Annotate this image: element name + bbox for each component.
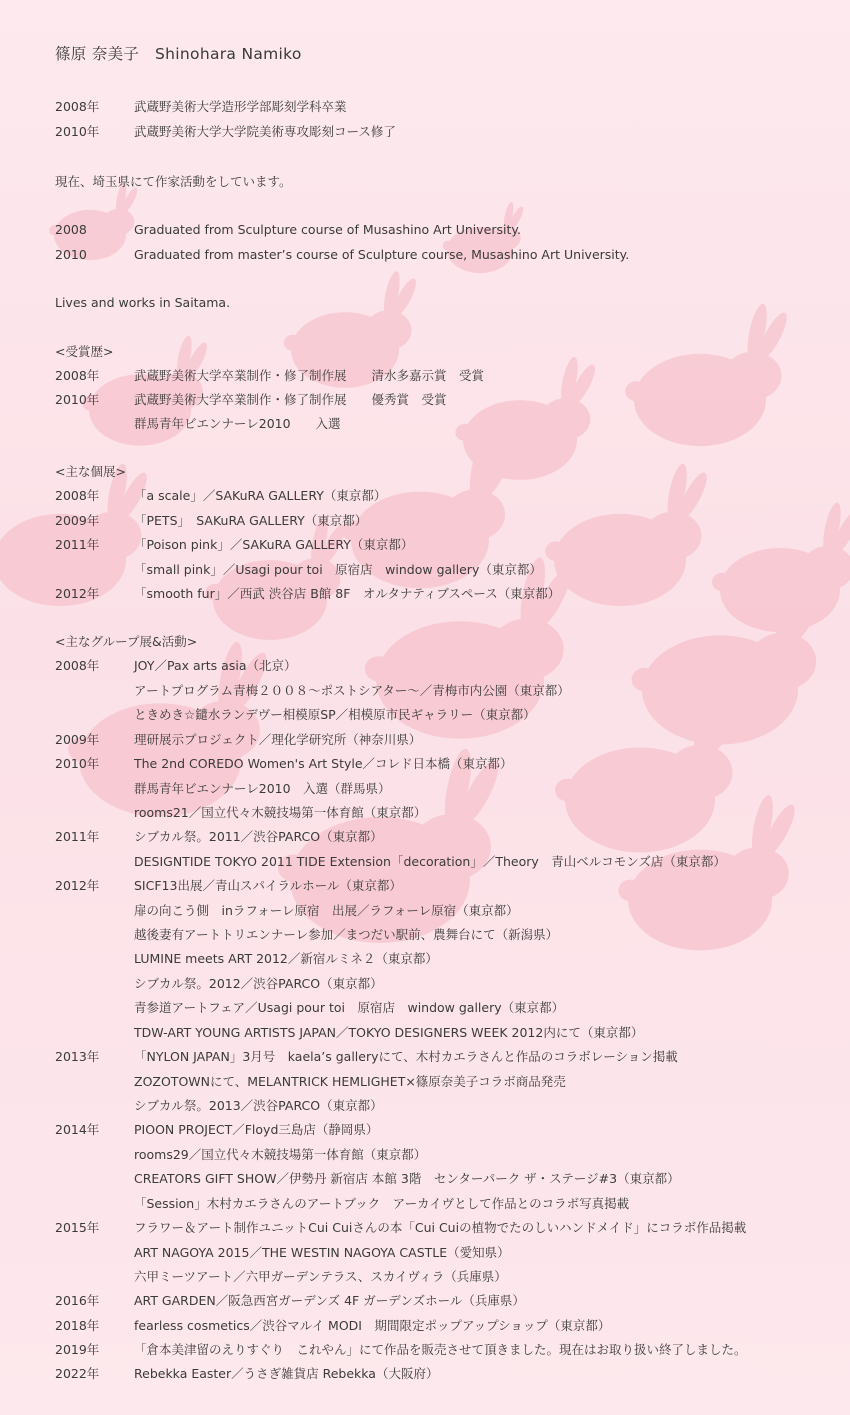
- group-year: 2009年: [55, 732, 100, 747]
- group-entry: ときめき☆鑓水ランデヴー相模原SP／相模原市民ギャラリー（東京都）: [134, 707, 536, 722]
- group-year: 2013年: [55, 1049, 100, 1064]
- group-entry: 越後妻有アートトリエンナーレ参加／まつだい駅前、農舞台にて（新潟県）: [134, 927, 559, 942]
- group-entry: TDW-ART YOUNG ARTISTS JAPAN／TOKYO DESIGNERS WEEK 2012内にて（東京都）: [134, 1025, 644, 1040]
- education-ja-year-1: 2008年: [55, 99, 100, 114]
- group-year: 2014年: [55, 1122, 100, 1137]
- group-entry: rooms21／国立代々木競技場第一体育館（東京都）: [134, 805, 427, 820]
- awards-heading: <受賞歴>: [55, 344, 114, 359]
- group-entry: 扉の向こう側 inラフォーレ原宿 出展／ラフォーレ原宿（東京都）: [134, 903, 519, 918]
- awards-entry: 武蔵野美術大学卒業制作・修了制作展 優秀賞 受賞: [134, 392, 447, 407]
- artist-name: [55, 44, 302, 64]
- group-year: 2008年: [55, 658, 100, 673]
- group-entry: ART NAGOYA 2015／THE WESTIN NAGOYA CASTLE（愛知県）: [134, 1245, 510, 1260]
- group-entry: rooms29／国立代々木競技場第一体育館（東京都）: [134, 1147, 427, 1162]
- awards-year: 2008年: [55, 368, 100, 383]
- group-entry: The 2nd COREDO Women's Art Style／コレド日本橋（東京都）: [134, 756, 513, 771]
- group-year: 2015年: [55, 1220, 100, 1235]
- education-ja-text-2: 武蔵野美術大学大学院美術専攻彫刻コース修了: [134, 124, 396, 139]
- group-entry: Rebekka Easter／うさぎ雑貨店 Rebekka（大阪府）: [134, 1366, 439, 1381]
- group-entry: 「倉本美津留のえりすぐり これやん」にて作品を販売させて頂きました。現在はお取り扱い終了しました。: [134, 1342, 747, 1357]
- group-entry: シブカル祭。2013／渋谷PARCO（東京都）: [134, 1098, 383, 1113]
- residence-en: Lives and works in Saitama.: [55, 295, 231, 310]
- group-entry: ART GARDEN／阪急西宮ガーデンズ 4F ガーデンズホール（兵庫県）: [134, 1293, 525, 1308]
- group-entry: ZOZOTOWNにて、MELANTRICK HEMLIGHET×篠原奈美子コラボ商品発売: [134, 1074, 566, 1089]
- group-year: 2012年: [55, 878, 100, 893]
- group-entry: フラワー＆アート制作ユニットCui Cuiさんの本「Cui Cuiの植物でたのしいハンドメイド」にコラボ作品掲載: [134, 1220, 747, 1235]
- education-en-year-2: 2010: [55, 247, 87, 262]
- group-entry: 「Session」木村カエラさんのアートブック アーカイヴとして作品とのコラボ写真掲載: [134, 1196, 630, 1211]
- education-en-text-2: Graduated from master’s course of Sculpture course, Musashino Art University.: [134, 247, 630, 262]
- solo-year: 2008年: [55, 488, 100, 503]
- education-en-text-1: Graduated from Sculpture course of Musashino Art University.: [134, 222, 521, 237]
- group-entry: 青参道アートフェア／Usagi pour toi 原宿店 window gallery（東京都）: [134, 1000, 565, 1015]
- solo-heading: <主な個展>: [55, 464, 126, 479]
- residence-ja: 現在、埼玉県にて作家活動をしています。: [55, 174, 292, 189]
- solo-entry: 「a scale」／SAKuRA GALLERY（東京都）: [134, 488, 387, 503]
- artist-name-en: Shinohara Namiko: [155, 45, 302, 63]
- group-entry: fearless cosmetics／渋谷マルイ MODI 期間限定ポップアップショップ（東京都）: [134, 1318, 611, 1333]
- solo-year: 2012年: [55, 586, 100, 601]
- group-year: 2018年: [55, 1318, 100, 1333]
- group-entry: 群馬青年ビエンナーレ2010 入選（群馬県）: [134, 781, 391, 796]
- group-entry: CREATORS GIFT SHOW／伊勢丹 新宿店 本館 3階 センターパーク ザ・ステージ#3（東京都）: [134, 1171, 680, 1186]
- awards-entry: 群馬青年ビエンナーレ2010 入選: [134, 416, 341, 431]
- solo-entry: 「small pink」／Usagi pour toi 原宿店 window gallery（東京都）: [134, 562, 542, 577]
- group-year: 2011年: [55, 829, 100, 844]
- solo-year: 2011年: [55, 537, 100, 552]
- education-en-year-1: 2008: [55, 222, 87, 237]
- group-entry: LUMINE meets ART 2012／新宿ルミネ２（東京都）: [134, 951, 438, 966]
- group-entry: シブカル祭。2011／渋谷PARCO（東京都）: [134, 829, 383, 844]
- solo-year: 2009年: [55, 513, 100, 528]
- solo-entry: 「Poison pink」／SAKuRA GALLERY（東京都）: [134, 537, 414, 552]
- group-entry: 「NYLON JAPAN」3月号 kaela’s galleryにて、木村カエラさんと作品のコラボレーション掲載: [134, 1049, 678, 1064]
- group-entry: 理研展示プロジェクト／理化学研究所（神奈川県）: [134, 732, 422, 747]
- awards-year: 2010年: [55, 392, 100, 407]
- group-year: 2019年: [55, 1342, 100, 1357]
- group-heading: <主なグループ展&活動>: [55, 634, 198, 649]
- solo-entry: 「PETS」 SAKuRA GALLERY（東京都）: [134, 513, 368, 528]
- group-entry: 六甲ミーツアート／六甲ガーデンテラス、スカイヴィラ（兵庫県）: [134, 1269, 507, 1284]
- education-ja-text-1: 武蔵野美術大学造形学部彫刻学科卒業: [134, 99, 347, 114]
- group-year: 2016年: [55, 1293, 100, 1308]
- group-entry: シブカル祭。2012／渋谷PARCO（東京都）: [134, 976, 383, 991]
- group-entry: DESIGNTIDE TOKYO 2011 TIDE Extension「decoration」／Theory 青山ベルコモンズ店（東京都）: [134, 854, 726, 869]
- awards-entry: 武蔵野美術大学卒業制作・修了制作展 清水多嘉示賞 受賞: [134, 368, 485, 383]
- group-entry: アートプログラム青梅２００８～ポストシアター～／青梅市内公園（東京都）: [134, 683, 570, 698]
- artist-name-ja: 篠原 奈美子: [55, 45, 140, 63]
- group-year: 2010年: [55, 756, 100, 771]
- education-ja-year-2: 2010年: [55, 124, 100, 139]
- group-entry: JOY／Pax arts asia（北京）: [134, 658, 297, 673]
- group-entry: PIOON PROJECT／Floyd三島店（静岡県）: [134, 1122, 379, 1137]
- group-entry: SICF13出展／青山スパイラルホール（東京都）: [134, 878, 402, 893]
- group-year: 2022年: [55, 1366, 100, 1381]
- solo-entry: 「smooth fur」／西武 渋谷店 B館 8F オルタナティブスペース（東京都）: [134, 586, 561, 601]
